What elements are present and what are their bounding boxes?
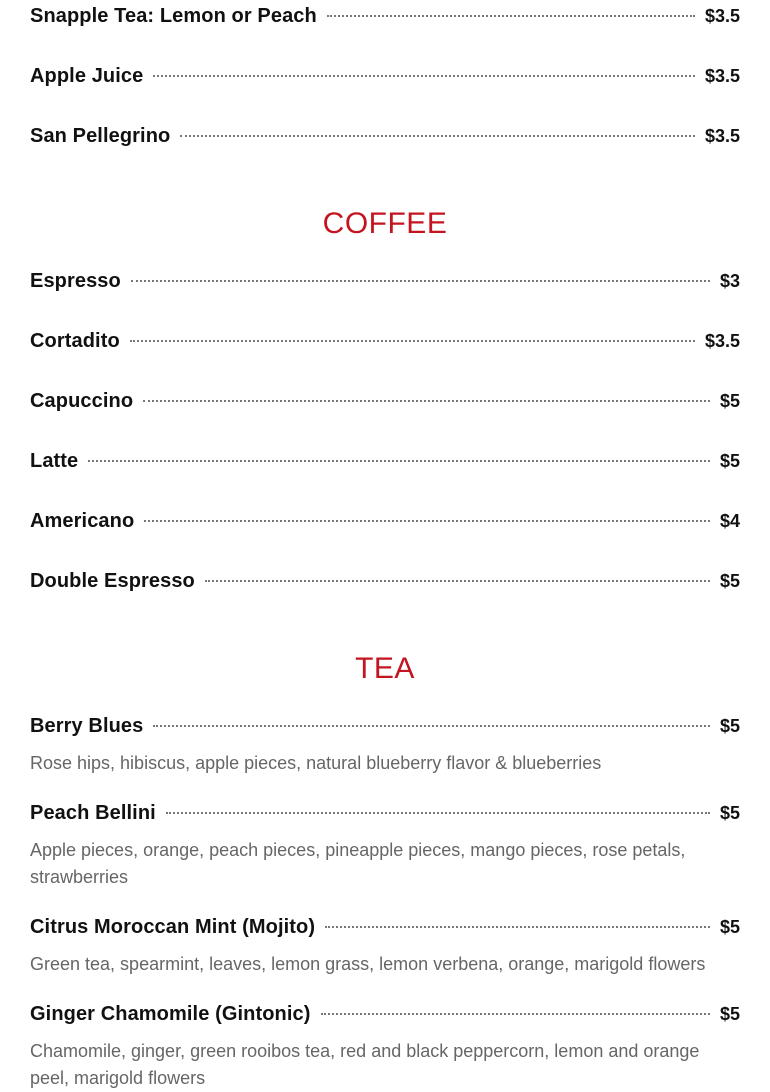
dotted-leader	[325, 926, 710, 928]
item-name: Cortadito	[30, 329, 120, 352]
menu-item-capuccino	[30, 389, 740, 413]
dotted-leader	[153, 725, 710, 727]
item-description: Green tea, spearmint, leaves, lemon grass, lemon verbena, orange, marigold flowers	[30, 954, 706, 974]
item-description: Rose hips, hibiscus, apple pieces, natural blueberry flavor & blueberries	[30, 753, 602, 773]
menu-item-citrus-moroccan-mint	[30, 915, 740, 939]
dotted-leader	[321, 1013, 710, 1015]
dotted-leader	[130, 340, 695, 342]
dotted-leader	[180, 135, 695, 137]
item-price: $3.5	[704, 5, 740, 26]
item-price: $5	[719, 916, 740, 937]
item-name: Latte	[30, 449, 79, 472]
item-name: Americano	[30, 509, 135, 532]
item-price: $5	[719, 390, 740, 411]
dotted-leader	[153, 75, 695, 77]
menu-item-espresso	[30, 269, 740, 293]
menu-item-san-pellegrino	[30, 124, 740, 148]
dotted-leader	[143, 400, 710, 402]
item-price: $5	[719, 715, 740, 736]
item-price: $3	[719, 270, 740, 291]
dotted-leader	[144, 520, 710, 522]
dotted-leader	[205, 580, 710, 582]
item-name: Snapple Tea: Lemon or Peach	[30, 4, 317, 27]
item-price: $4	[719, 510, 740, 531]
item-name: Capuccino	[30, 389, 134, 412]
item-price: $5	[719, 570, 740, 591]
item-price: $5	[719, 1003, 740, 1024]
section-title-tea: TEA	[355, 652, 415, 685]
item-name: Ginger Chamomile (Gintonic)	[30, 1002, 311, 1025]
item-name: Espresso	[30, 269, 121, 292]
item-name: San Pellegrino	[30, 124, 171, 147]
menu-item-berry-blues	[30, 714, 740, 738]
menu-item-ginger-chamomile	[30, 1002, 740, 1026]
item-price: $5	[719, 802, 740, 823]
menu-item-snapple-tea	[30, 4, 740, 28]
item-description: Chamomile, ginger, green rooibos tea, red and black peppercorn, lemon and orange peel, marigold flowers	[30, 1041, 700, 1088]
dotted-leader	[327, 15, 695, 17]
item-description: Apple pieces, orange, peach pieces, pineapple pieces, mango pieces, rose petals, strawberries	[30, 840, 686, 887]
item-name: Double Espresso	[30, 569, 195, 592]
item-price: $3.5	[704, 65, 740, 86]
menu-item-latte	[30, 449, 740, 473]
dotted-leader	[88, 460, 710, 462]
item-price: $3.5	[704, 125, 740, 146]
menu-item-americano	[30, 509, 740, 533]
item-price: $3.5	[704, 330, 740, 351]
section-title-coffee: COFFEE	[322, 207, 448, 240]
dotted-leader	[131, 280, 710, 282]
menu-item-apple-juice	[30, 64, 740, 88]
item-name: Citrus Moroccan Mint (Mojito)	[30, 915, 316, 938]
item-price: $5	[719, 450, 740, 471]
menu-item-peach-bellini	[30, 801, 740, 825]
item-name: Berry Blues	[30, 714, 144, 737]
item-name: Apple Juice	[30, 64, 144, 87]
menu-item-double-espresso	[30, 569, 740, 593]
dotted-leader	[166, 812, 710, 814]
item-name: Peach Bellini	[30, 801, 156, 824]
menu-item-cortadito	[30, 329, 740, 353]
